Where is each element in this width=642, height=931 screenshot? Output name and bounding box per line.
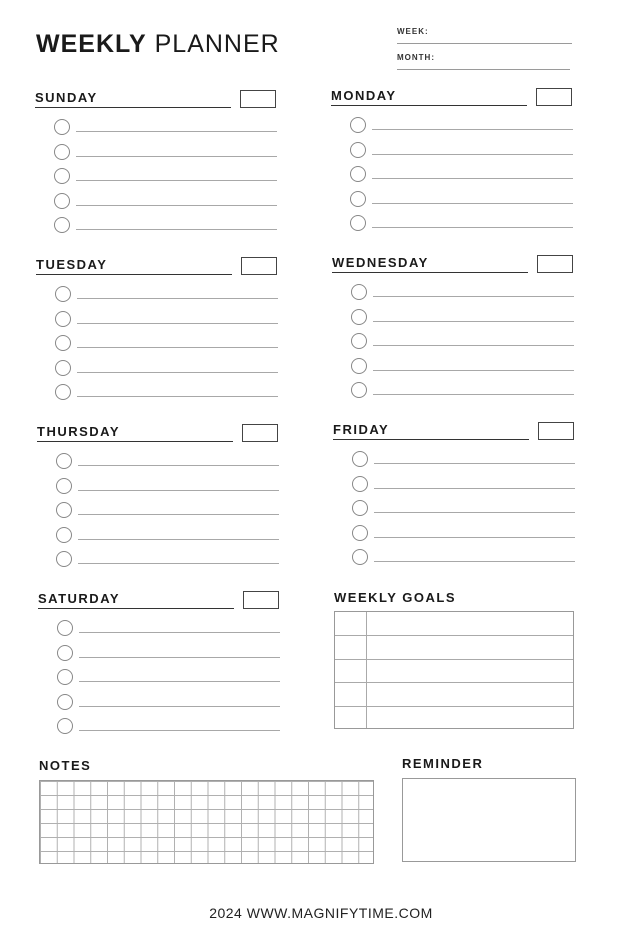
day-date-box[interactable] bbox=[240, 90, 276, 108]
task-line[interactable] bbox=[372, 154, 573, 155]
week-field[interactable] bbox=[397, 43, 572, 44]
task-line[interactable] bbox=[374, 488, 575, 489]
day-block-sunday bbox=[35, 90, 277, 240]
task-item[interactable] bbox=[351, 333, 574, 349]
task-item[interactable] bbox=[54, 168, 277, 184]
task-item[interactable] bbox=[57, 694, 280, 710]
day-rule bbox=[333, 439, 529, 440]
reminder-box[interactable] bbox=[402, 778, 576, 862]
task-item[interactable] bbox=[350, 215, 573, 231]
task-line[interactable] bbox=[374, 512, 575, 513]
task-line[interactable] bbox=[76, 131, 277, 132]
title-light: PLANNER bbox=[154, 30, 280, 58]
checkbox-circle[interactable] bbox=[352, 451, 368, 467]
task-item[interactable] bbox=[56, 527, 279, 543]
task-item[interactable] bbox=[55, 286, 278, 302]
task-line[interactable] bbox=[372, 178, 573, 179]
task-item[interactable] bbox=[352, 549, 575, 565]
task-line[interactable] bbox=[79, 706, 280, 707]
month-field[interactable] bbox=[397, 69, 570, 70]
checkbox-circle[interactable] bbox=[56, 453, 72, 469]
checkbox-circle[interactable] bbox=[56, 502, 72, 518]
task-item[interactable] bbox=[55, 360, 278, 376]
task-item[interactable] bbox=[351, 358, 574, 374]
goals-row-divider bbox=[335, 659, 573, 660]
notes-label: NOTES bbox=[39, 758, 92, 773]
day-block-thursday bbox=[37, 424, 279, 574]
day-date-box[interactable] bbox=[243, 591, 279, 609]
checkbox-circle[interactable] bbox=[57, 694, 73, 710]
task-item[interactable] bbox=[352, 500, 575, 516]
task-item[interactable] bbox=[350, 117, 573, 133]
day-rule bbox=[38, 608, 234, 609]
task-item[interactable] bbox=[350, 191, 573, 207]
task-item[interactable] bbox=[55, 384, 278, 400]
task-line[interactable] bbox=[77, 396, 278, 397]
day-label: FRIDAY bbox=[333, 422, 390, 437]
task-line[interactable] bbox=[373, 296, 574, 297]
day-label: THURSDAY bbox=[37, 424, 121, 439]
task-item[interactable] bbox=[57, 718, 280, 734]
reminder-label: REMINDER bbox=[402, 756, 484, 771]
day-rule bbox=[331, 105, 527, 106]
checkbox-circle[interactable] bbox=[350, 215, 366, 231]
checkbox-circle[interactable] bbox=[54, 168, 70, 184]
day-block-monday bbox=[331, 88, 573, 238]
task-item[interactable] bbox=[352, 525, 575, 541]
day-rule bbox=[35, 107, 231, 108]
task-line[interactable] bbox=[76, 229, 277, 230]
checkbox-circle[interactable] bbox=[57, 718, 73, 734]
day-label: TUESDAY bbox=[36, 257, 108, 272]
checkbox-circle[interactable] bbox=[350, 191, 366, 207]
task-item[interactable] bbox=[55, 335, 278, 351]
day-block-tuesday bbox=[36, 257, 278, 407]
task-line[interactable] bbox=[373, 370, 574, 371]
title-bold: WEEKLY bbox=[36, 30, 147, 58]
task-line[interactable] bbox=[76, 180, 277, 181]
task-line[interactable] bbox=[79, 657, 280, 658]
day-label: MONDAY bbox=[331, 88, 397, 103]
footer-text: 2024 WWW.MAGNIFYTIME.COM bbox=[209, 905, 433, 921]
day-date-box[interactable] bbox=[241, 257, 277, 275]
task-line[interactable] bbox=[373, 321, 574, 322]
day-date-box[interactable] bbox=[242, 424, 278, 442]
task-line[interactable] bbox=[78, 490, 279, 491]
checkbox-circle[interactable] bbox=[351, 284, 367, 300]
day-block-friday bbox=[333, 422, 575, 572]
day-rule bbox=[332, 272, 528, 273]
task-line[interactable] bbox=[78, 465, 279, 466]
task-item[interactable] bbox=[351, 309, 574, 325]
day-date-box[interactable] bbox=[536, 88, 572, 106]
checkbox-circle[interactable] bbox=[56, 551, 72, 567]
day-block-saturday bbox=[38, 591, 280, 741]
checkbox-circle[interactable] bbox=[351, 358, 367, 374]
checkbox-circle[interactable] bbox=[351, 309, 367, 325]
task-item[interactable] bbox=[57, 620, 280, 636]
task-item[interactable] bbox=[351, 284, 574, 300]
task-line[interactable] bbox=[79, 730, 280, 731]
checkbox-circle[interactable] bbox=[54, 217, 70, 233]
task-line[interactable] bbox=[77, 298, 278, 299]
task-line[interactable] bbox=[77, 323, 278, 324]
checkbox-circle[interactable] bbox=[350, 117, 366, 133]
task-item[interactable] bbox=[56, 478, 279, 494]
goals-row-divider bbox=[335, 682, 573, 683]
checkbox-circle[interactable] bbox=[55, 311, 71, 327]
task-item[interactable] bbox=[54, 217, 277, 233]
task-line[interactable] bbox=[77, 347, 278, 348]
day-label: SUNDAY bbox=[35, 90, 98, 105]
task-item[interactable] bbox=[350, 142, 573, 158]
task-item[interactable] bbox=[350, 166, 573, 182]
goals-check-column bbox=[366, 612, 367, 728]
checkbox-circle[interactable] bbox=[55, 335, 71, 351]
task-line[interactable] bbox=[79, 632, 280, 633]
checkbox-circle[interactable] bbox=[352, 549, 368, 565]
weekly-goals-label: WEEKLY GOALS bbox=[334, 590, 457, 605]
checkbox-circle[interactable] bbox=[56, 527, 72, 543]
task-item[interactable] bbox=[54, 119, 277, 135]
checkbox-circle[interactable] bbox=[57, 620, 73, 636]
task-line[interactable] bbox=[78, 539, 279, 540]
week-label: WEEK: bbox=[397, 27, 429, 36]
goals-row-divider bbox=[335, 706, 573, 707]
checkbox-circle[interactable] bbox=[54, 119, 70, 135]
weekly-goals-table[interactable] bbox=[334, 611, 574, 729]
task-item[interactable] bbox=[54, 144, 277, 160]
checkbox-circle[interactable] bbox=[57, 669, 73, 685]
task-line[interactable] bbox=[374, 537, 575, 538]
task-line[interactable] bbox=[76, 156, 277, 157]
checkbox-circle[interactable] bbox=[352, 500, 368, 516]
checkbox-circle[interactable] bbox=[54, 193, 70, 209]
task-line[interactable] bbox=[78, 563, 279, 564]
task-item[interactable] bbox=[352, 476, 575, 492]
checkbox-circle[interactable] bbox=[56, 478, 72, 494]
checkbox-circle[interactable] bbox=[55, 384, 71, 400]
task-item[interactable] bbox=[56, 551, 279, 567]
day-date-box[interactable] bbox=[538, 422, 574, 440]
task-line[interactable] bbox=[374, 463, 575, 464]
checkbox-circle[interactable] bbox=[54, 144, 70, 160]
task-line[interactable] bbox=[76, 205, 277, 206]
task-line[interactable] bbox=[374, 561, 575, 562]
page-title bbox=[36, 30, 280, 59]
checkbox-circle[interactable] bbox=[55, 286, 71, 302]
task-line[interactable] bbox=[77, 372, 278, 373]
task-item[interactable] bbox=[352, 451, 575, 467]
day-rule bbox=[37, 441, 233, 442]
day-block-wednesday bbox=[332, 255, 574, 405]
task-item[interactable] bbox=[57, 669, 280, 685]
task-item[interactable] bbox=[56, 502, 279, 518]
checkbox-circle[interactable] bbox=[351, 333, 367, 349]
task-line[interactable] bbox=[372, 227, 573, 228]
checkbox-circle[interactable] bbox=[351, 382, 367, 398]
checkbox-circle[interactable] bbox=[350, 166, 366, 182]
task-item[interactable] bbox=[55, 311, 278, 327]
day-date-box[interactable] bbox=[537, 255, 573, 273]
task-item[interactable] bbox=[54, 193, 277, 209]
month-label: MONTH: bbox=[397, 53, 435, 62]
day-label: SATURDAY bbox=[38, 591, 121, 606]
day-label: WEDNESDAY bbox=[332, 255, 429, 270]
task-line[interactable] bbox=[373, 345, 574, 346]
task-item[interactable] bbox=[57, 645, 280, 661]
checkbox-circle[interactable] bbox=[352, 476, 368, 492]
task-item[interactable] bbox=[351, 382, 574, 398]
task-line[interactable] bbox=[372, 129, 573, 130]
checkbox-circle[interactable] bbox=[350, 142, 366, 158]
checkbox-circle[interactable] bbox=[57, 645, 73, 661]
task-line[interactable] bbox=[78, 514, 279, 515]
notes-grid[interactable] bbox=[39, 780, 374, 864]
checkbox-circle[interactable] bbox=[352, 525, 368, 541]
task-line[interactable] bbox=[373, 394, 574, 395]
task-item[interactable] bbox=[56, 453, 279, 469]
day-rule bbox=[36, 274, 232, 275]
checkbox-circle[interactable] bbox=[55, 360, 71, 376]
goals-row-divider bbox=[335, 635, 573, 636]
task-line[interactable] bbox=[372, 203, 573, 204]
task-line[interactable] bbox=[79, 681, 280, 682]
